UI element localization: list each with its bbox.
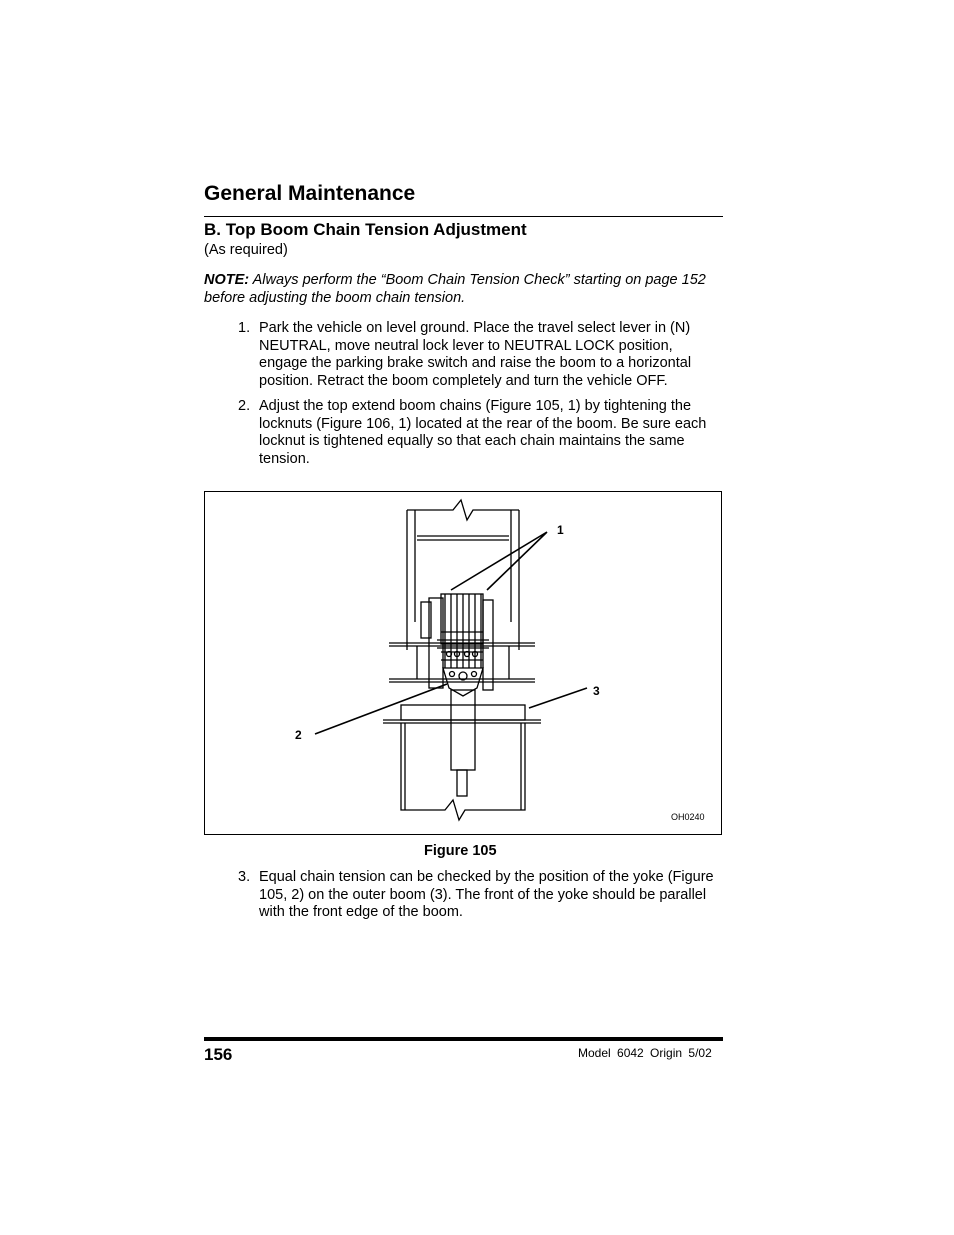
yoke-rod [451,690,475,770]
boom-chain-illustration [205,492,721,834]
figure-box [204,491,722,835]
callout-1: 1 [557,523,564,537]
step-item [238,320,724,392]
note-text: Always perform the “Boom Chain Tension Check” starting on page 152 before adjusting the boom chain tension. [204,272,706,306]
step-text: Adjust the top extend boom chains (Figure 105, 1) by tightening the locknuts (Figure 106, 1) located at the rear of the boom. Be sure each locknut is tightened equally so that each chain maintains the same tension. [259,398,707,467]
model-info: Model 6042 Origin 5/02 [578,1046,712,1060]
figure-caption: Figure 105 [424,843,497,859]
callout-3: 3 [593,684,600,698]
callout-2-leader [315,684,447,734]
callout-2: 2 [295,728,302,742]
step-text: Equal chain tension can be checked by the position of the yoke (Figure 105, 2) on the outer boom (3). The front of the yoke should be parallel with the front edge of the boom. [259,869,714,920]
figure-code: OH0240 [671,812,705,822]
section-subtitle: (As required) [204,242,288,258]
step-number: 1. [238,320,251,336]
header-rule [204,216,723,217]
callout-1-leaders [451,532,547,590]
page-number: 156 [204,1045,233,1064]
step-number: 2. [238,398,251,414]
step-number: 3. [238,869,251,885]
footer-rule [204,1037,723,1041]
step-item [238,398,724,470]
callout-3-leader [529,688,587,708]
step-item [238,869,724,925]
step-text: Park the vehicle on level ground. Place the travel select lever in (N) NEUTRAL, move neutral lock lever to NEUTRAL LOCK position, engage the parking brake switch and raise the boom to a horizontal position. Retract the boom completely and turn the vehicle OFF. [259,320,692,389]
top-break-line [407,500,519,520]
note-label: NOTE: [204,272,250,288]
note-paragraph [204,271,724,307]
chapter-title: General Maintenance [204,182,416,205]
section-title: B. Top Boom Chain Tension Adjustment [204,220,527,239]
